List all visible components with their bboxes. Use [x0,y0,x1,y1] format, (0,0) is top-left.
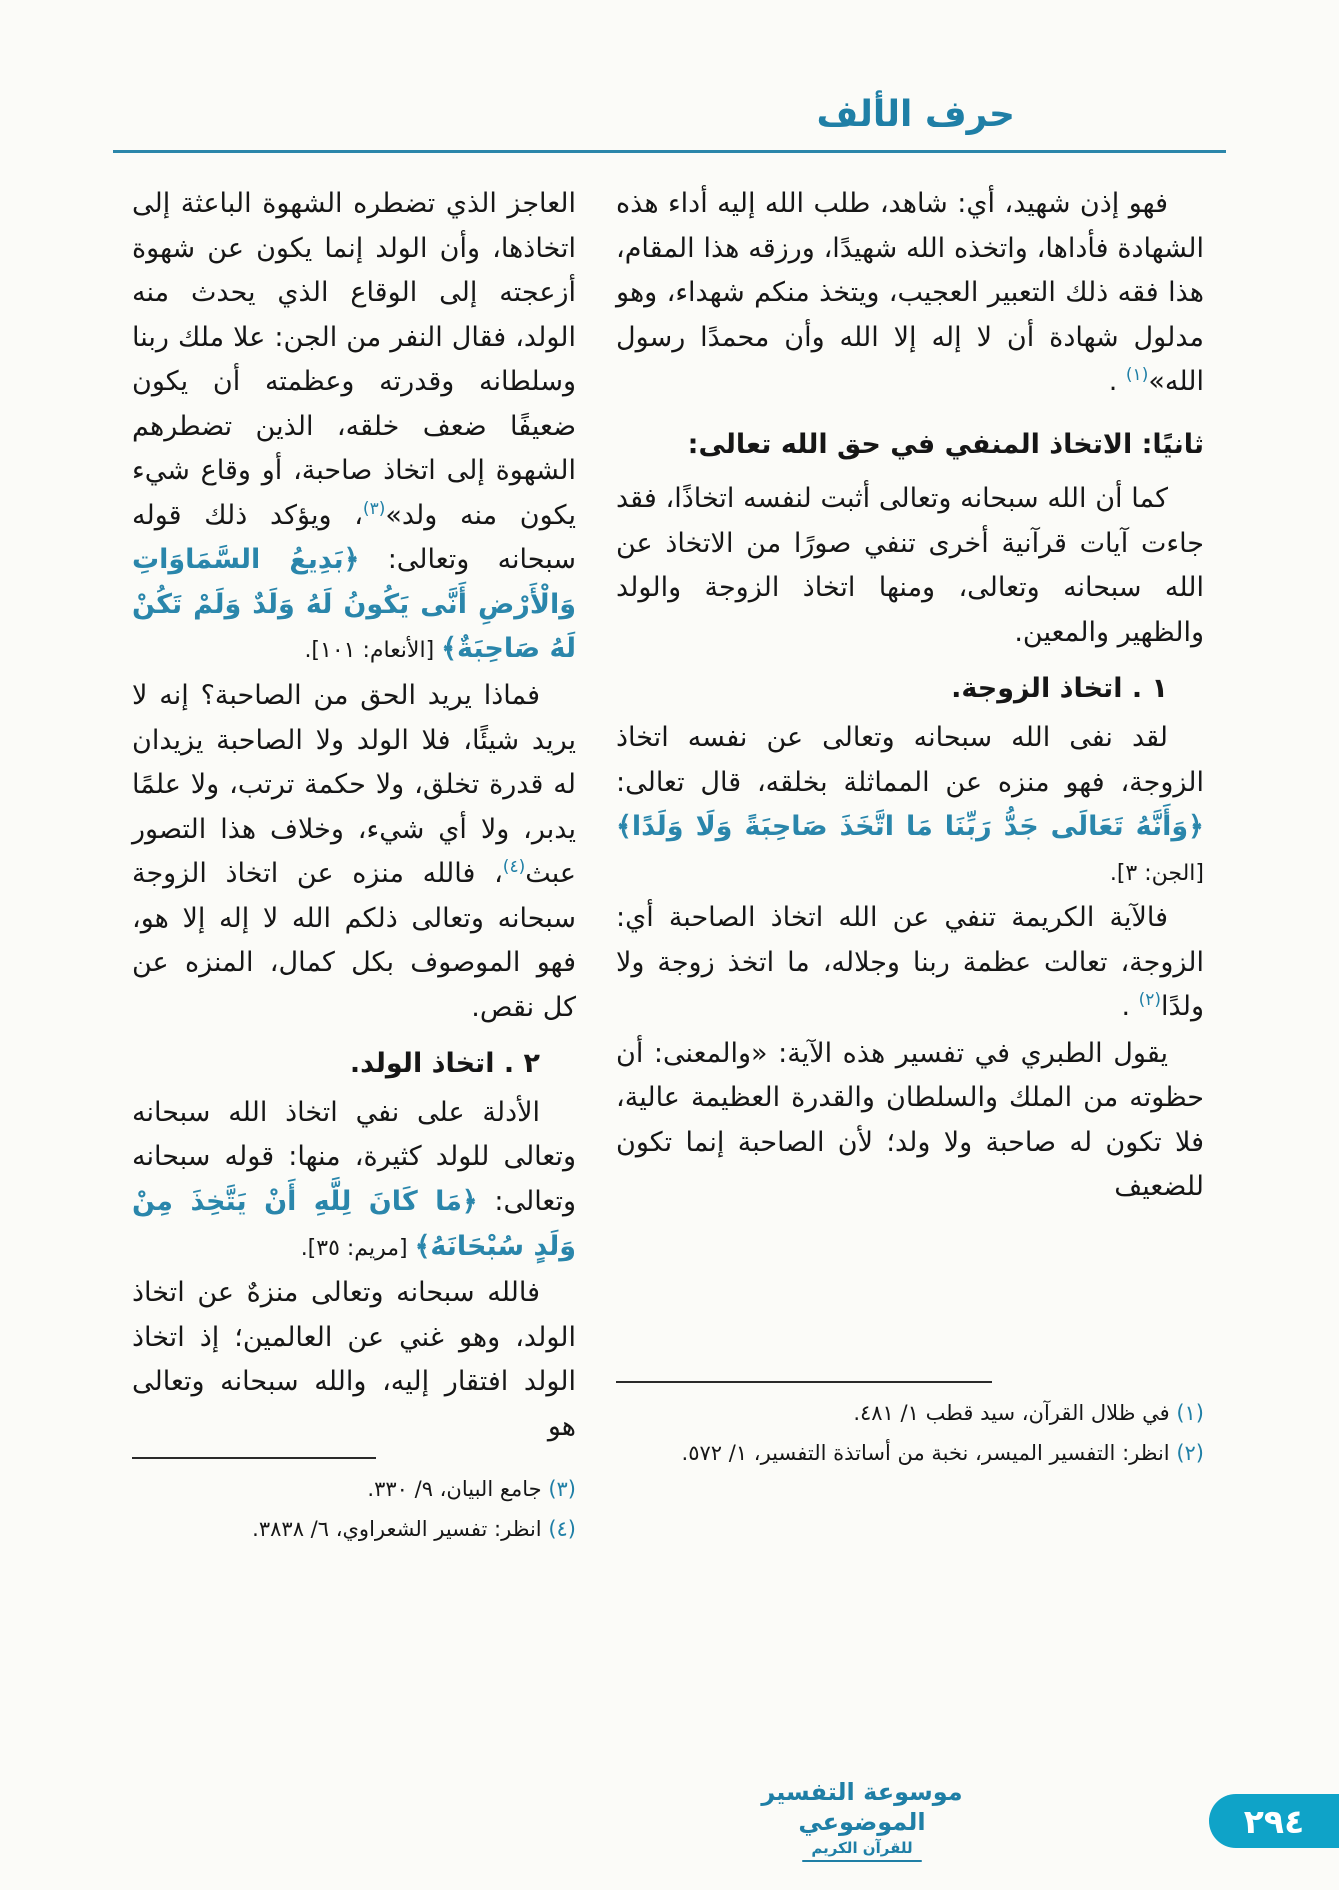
publisher-emblem-subtitle: للقرآن الكريم [811,1839,913,1857]
paragraph [616,716,1204,894]
verse-reference: [الجن: ٣]. [1109,860,1204,886]
page-number-badge [1209,1794,1339,1848]
column-right [616,180,1204,1475]
section-heading [616,423,1204,468]
text-run: العاجز الذي تضطره الشهوة الباعثة إلى اتخاذها، وأن الولد إنما يكون عن شهوة أزعجته إلى الوقاع الذي يحدث منه الولد، فقال النفر من الجن: علا ملك ربنا وسلطانه وقدرته وعظمته أن يكون ضعيفًا ضعف خلقه، الذين تضطرهم الشهوة إلى اتخاذ صاحبة، أو وقاع شيء يكون منه ولد» [132,188,576,531]
publisher-emblem-title: موسوعة التفسير الموضوعي [761,1778,963,1836]
footnote-divider [616,1381,992,1383]
text-run: . [1108,366,1126,398]
emblem-flourish [802,1860,922,1862]
text-run: ٢ . اتخاذ الولد. [349,1048,540,1080]
verse-reference: [مريم: ٣٥]. [300,1235,415,1261]
footnote-number: (١) [1176,1401,1204,1426]
text-run: ، ويؤكد ذلك قوله سبحانه وتعالى: [132,499,576,576]
footnote [616,1435,1204,1473]
quran-verse: ﴿مَا كَانَ لِلَّهِ أَنْ يَتَّخِذَ مِنْ وَلَدٍ سُبْحَانَهُ﴾ [132,1186,576,1262]
text-run: ثانيًا: الاتخاذ المنفي في حق الله تعالى: [687,428,1204,460]
quran-verse: ﴿وَأَنَّهُ تَعَالَى جَدُّ رَبِّنَا مَا اتَّخَذَ صَاحِبَةً وَلَا وَلَدًا﴾ [616,811,1204,843]
footnote-divider [132,1457,376,1459]
column-left-text [132,180,576,1451]
paragraph [132,1271,576,1449]
footnote-marker: (٣) [362,498,386,519]
footnote-number: (٤) [548,1517,576,1542]
paragraph [616,182,1204,405]
text-run: لقد نفى الله سبحانه وتعالى عن نفسه اتخاذ الزوجة، فهو منزه عن المماثلة بخلقه، قال تعالى: [616,722,1204,798]
text-run: فالله سبحانه وتعالى منزهٌ عن اتخاذ الولد، وهو غني عن العالمين؛ إذ اتخاذ الولد افتقار إليه، والله سبحانه وتعالى هو [132,1277,576,1442]
footnote [132,1471,576,1509]
text-run: جامع البيان، ٩/ ٣٣٠. [367,1477,549,1502]
header-divider [113,150,1226,153]
page-number: ٢٩٤ [1243,1801,1305,1841]
text-run: في ظلال القرآن، سيد قطب ١/ ٤٨١. [853,1401,1177,1426]
footnote-marker: (٤) [502,857,526,878]
text-run: فهو إذن شهيد، أي: شاهد، طلب الله إليه أداء هذه الشهادة فأداها، واتخذه الله شهيدًا، ورزقه هذا المقام، هذا فقه ذلك التعبير العجيب، ويتخذ منكم شهداء، وهو مدلول شهادة أن لا إله إلا الله وأن محمدًا رسول الله» [616,188,1204,398]
footnote-marker: (٢) [1138,990,1162,1011]
footnote-list-left [132,1471,576,1549]
footnote-list-right [616,1395,1204,1473]
page-content [132,180,1204,1542]
footnote-marker: (١) [1125,365,1149,386]
subsection-heading [616,667,1204,712]
publisher-emblem [737,1777,987,1862]
column-right-text [616,180,1204,1212]
text-run: . [1121,991,1139,1023]
text-run: كما أن الله سبحانه وتعالى أثبت لنفسه اتخاذًا، فقد جاءت آيات قرآنية أخرى تنفي صورًا من الاتخاذ عن الله سبحانه وتعالى، ومنها اتخاذ الزوجة والولد والظهير والمعين. [616,483,1204,648]
paragraph [616,1032,1204,1210]
footnote-number: (٣) [548,1477,576,1502]
footnotes-left [132,1451,576,1551]
verse-reference: [الأنعام: ١٠١]. [304,638,442,664]
footnotes-right [616,1375,1204,1475]
text-run: ١ . اتخاذ الزوجة. [951,673,1168,705]
text-run: فالآية الكريمة تنفي عن الله اتخاذ الصاحبة أي: الزوجة، تعالت عظمة ربنا وجلاله، ما اتخذ زوجة ولا ولدًا [616,902,1204,1023]
text-run: انظر: تفسير الشعراوي، ٦/ ٣٨٣٨. [252,1517,549,1542]
footnote-number: (٢) [1176,1441,1204,1466]
quran-verse: ﴿بَدِيعُ السَّمَاوَاتِ وَالْأَرْضِ أَنَّى يَكُونُ لَهُ وَلَدٌ وَلَمْ تَكُنْ لَهُ صَاحِبَةٌ﴾ [132,544,576,665]
paragraph [616,896,1204,1030]
text-run: الأدلة على نفي اتخاذ الله سبحانه وتعالى للولد كثيرة، منها: قوله سبحانه وتعالى: [132,1096,577,1218]
paragraph [616,477,1204,655]
paragraph-continuation [132,182,576,672]
footnote [132,1511,576,1549]
text-run: يقول الطبري في تفسير هذه الآية: «والمعنى: أن حظوته من الملك والسلطان والقدرة العظيمة عالية، فلا تكون له صاحبة ولا ولد؛ لأن الصاحبة إنما تكون للضعيف [616,1037,1204,1203]
subsection-heading [132,1042,576,1087]
column-left [132,180,577,1542]
paragraph [132,674,576,1030]
paragraph [132,1091,576,1269]
chapter-title: حرف الألف [816,94,1015,135]
text-run: فماذا يريد الحق من الصاحبة؟ إنه لا يريد شيئًا، فلا الولد ولا الصاحبة يزيدان له قدرة تخلق، ولا حكمة ترتب، ولا علمًا يدبر، ولا أي شيء، وخلاف هذا التصور عبث [132,680,576,890]
footnote [616,1395,1204,1433]
text-run: انظر: التفسير الميسر، نخبة من أساتذة التفسير، ١/ ٥٧٢. [681,1441,1177,1466]
text-run: ، فالله منزه عن اتخاذ الزوجة سبحانه وتعالى ذلكم الله لا إله إلا هو، فهو الموصوف بكل كمال، المنزه عن كل نقص. [132,858,576,1023]
